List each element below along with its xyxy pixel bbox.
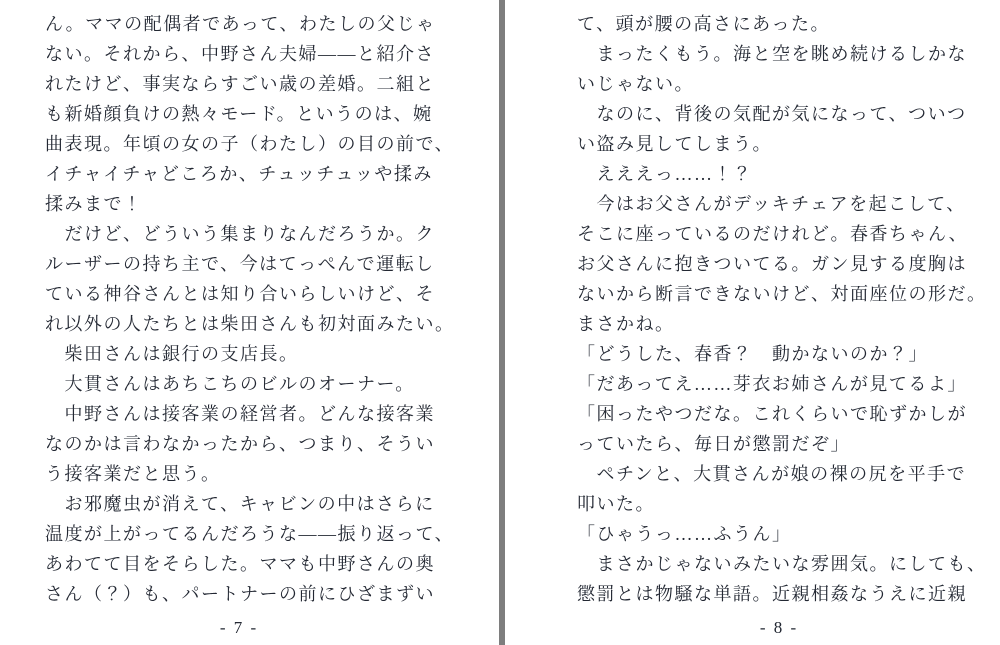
- text-line: 懲罰とは物騒な単語。近親相姦なうえに近親: [577, 584, 967, 604]
- text-line: て、頭が腰の高さにあった。: [577, 14, 830, 34]
- text-line: ルーザーの持ち主で、今はてっぺんで運転し: [45, 254, 435, 274]
- text-line: なのに、背後の気配が気になって、ついつ: [577, 104, 967, 124]
- text-line: い盗み見してしまう。: [577, 134, 772, 154]
- page-right-text-column: [577, 9, 987, 609]
- text-line: 曲表現。年頃の女の子（わたし）の目の前で、: [45, 134, 455, 154]
- text-line: 中野さんは接客業の経営者。どんな接客業: [45, 404, 435, 424]
- text-line: ペチンと、大貫さんが娘の裸の尻を平手で: [577, 464, 967, 484]
- text-line: お邪魔虫が消えて、キャビンの中はさらに: [45, 494, 435, 514]
- page-left: [0, 0, 499, 645]
- text-line: 温度が上がってるんだろうな——振り返って、: [45, 524, 455, 544]
- text-line: う接客業だと思う。: [45, 464, 221, 484]
- text-line: イチャイチャどころか、チュッチュッや揉み: [45, 164, 433, 184]
- text-line: まったくもう。海と空を眺め続けるしかな: [577, 44, 967, 64]
- page-left-text-column: [45, 9, 455, 609]
- text-line: 「ひゃうっ……ふうん」: [577, 524, 792, 544]
- text-line: っていたら、毎日が懲罰だぞ」: [577, 434, 850, 454]
- text-line: ん。ママの配偶者であって、わたしの父じゃ: [45, 14, 436, 34]
- text-line: まさかね。: [577, 314, 675, 334]
- text-line: 叩いた。: [577, 494, 655, 514]
- page-right: [505, 0, 1000, 645]
- text-line: あわてて目をそらした。ママも中野さんの奥: [45, 554, 435, 574]
- text-line: 「だあってえ……芽衣お姉さんが見てるよ」: [577, 374, 967, 394]
- text-line: えええっ……！？: [577, 164, 753, 184]
- text-line: 今はお父さんがデッキチェアを起こして、: [577, 194, 966, 214]
- text-line: 揉みまで！: [45, 194, 143, 214]
- text-line: いじゃない。: [577, 74, 694, 94]
- text-line: も新婚顔負けの熱々モード。というのは、婉: [45, 104, 433, 124]
- page-left-page-number: - 7 -: [219, 618, 259, 637]
- text-line: 「どうした、春香？ 動かないのか？」: [577, 344, 928, 364]
- text-line: そこに座っているのだけれど。春香ちゃん、: [577, 224, 969, 244]
- text-line: れたけど、事実ならすごい歳の差婚。二組と: [45, 74, 435, 94]
- text-line: なのかは言わなかったから、つまり、そうい: [45, 434, 435, 454]
- text-line: だけど、どういう集まりなんだろうか。ク: [45, 224, 435, 244]
- text-line: ないから断言できないけど、対面座位の形だ。: [577, 284, 987, 304]
- page-right-page-number: - 8 -: [759, 618, 799, 637]
- text-line: 大貫さんはあちこちのビルのオーナー。: [45, 374, 415, 394]
- text-line: れ以外の人たちとは柴田さんも初対面みたい。: [45, 314, 455, 334]
- text-line: さん（？）も、パートナーの前にひざまずい: [45, 584, 435, 604]
- text-line: ている神谷さんとは知り合いらしいけど、そ: [45, 284, 435, 304]
- text-line: 柴田さんは銀行の支店長。: [45, 344, 299, 364]
- text-line: まさかじゃないみたいな雰囲気。にしても、: [577, 554, 987, 574]
- text-line: ない。それから、中野さん夫婦——と紹介さ: [45, 44, 435, 64]
- text-line: お父さんに抱きついてる。ガン見する度胸は: [577, 254, 967, 274]
- text-line: 「困ったやつだな。これくらいで恥ずかしが: [577, 404, 967, 424]
